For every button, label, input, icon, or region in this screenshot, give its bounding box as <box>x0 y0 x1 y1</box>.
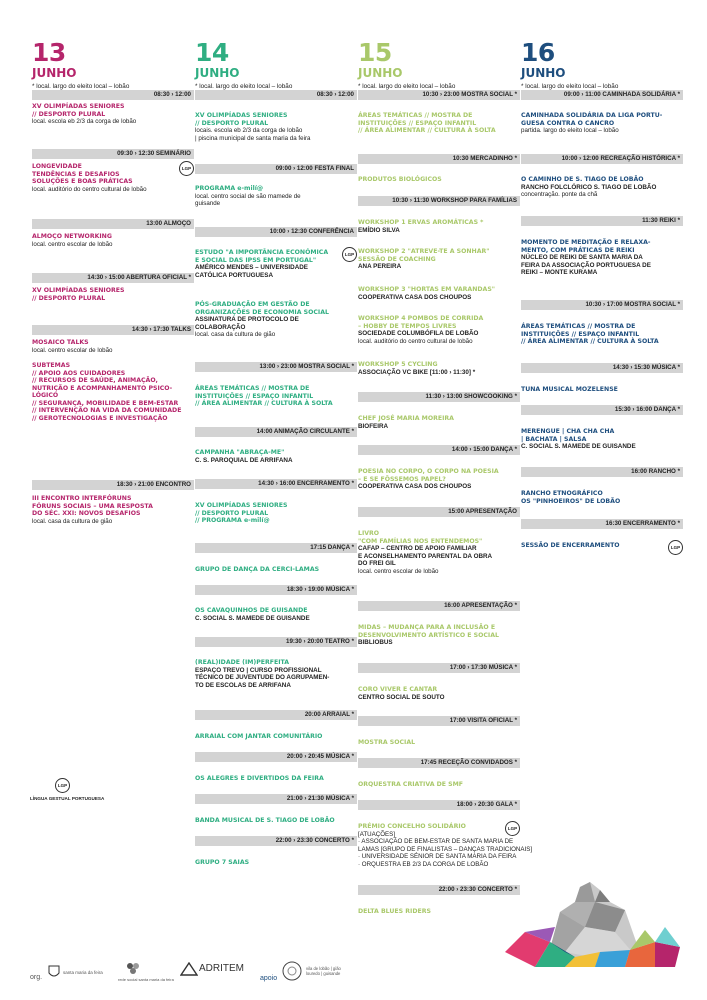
event-organizer: ANA PEREIRA <box>358 263 402 270</box>
time-bar: 17:00 VISITA OFICIAL * <box>358 716 520 726</box>
event-block <box>195 817 357 825</box>
event-block <box>195 659 357 689</box>
lgp-badge-icon: LGP <box>505 821 520 836</box>
event-detail: local. casa da cultura de gião <box>195 331 276 338</box>
event-title: MOSAICO TALKS <box>32 339 89 346</box>
event-title: ÁREAS TEMÁTICAS // MOSTRA DE <box>195 385 310 392</box>
event-block <box>32 103 194 126</box>
time-bar: 20:00 ARRAIAL * <box>195 710 357 720</box>
event-title: MERENGUE | CHA CHA CHA <box>521 428 615 435</box>
month-label: JUNHO <box>32 66 77 80</box>
time-bar: 16:30 ENCERRAMENTO * <box>521 519 683 529</box>
event-detail: partida. largo do eleito local – lobão <box>521 127 619 134</box>
event-title: // DESPORTO PLURAL <box>32 294 106 302</box>
event-title: // APOIO AOS CUIDADORES <box>32 369 126 377</box>
time-bar: 15:00 APRESENTAÇÃO <box>358 507 520 517</box>
event-block <box>358 415 520 430</box>
event-title: PÓS-GRADUAÇÃO EM GESTÃO DE <box>195 301 310 308</box>
event-title: E SOCIAL DAS IPSS EM PORTUGAL" <box>195 256 317 264</box>
time-bar: 17:15 DANÇA * <box>195 543 357 553</box>
event-block <box>195 502 357 525</box>
month-label: JUNHO <box>358 66 403 80</box>
event-title: SOLUÇÕES E BOAS PRÁTICAS <box>32 178 133 185</box>
time-bar: 11:30 REIKI * <box>521 216 683 226</box>
event-detail: LAMAS [GRUPO DE FINALISTAS – DANÇAS TRADICIONAIS] <box>358 845 533 853</box>
event-title: // GEROTECNOLOGIAS E INVESTIGAÇÃO <box>32 414 168 422</box>
lgp-badge-icon: LGP <box>342 247 357 262</box>
event-detail: guisande <box>195 200 221 207</box>
location-note: * local. largo do eleito local – lobão <box>195 83 293 90</box>
time-bar: 18:00 › 20:30 GALA * <box>358 800 520 810</box>
event-title: // ÁREA ALIMENTAR // CULTURA À SOLTA <box>521 338 659 345</box>
event-title: OS "PINHOEIROS" DE LOBÃO <box>521 497 621 505</box>
rede-social-icon <box>125 961 141 975</box>
location-note: * local. largo do eleito local – lobão <box>32 83 130 90</box>
event-block <box>358 739 520 747</box>
event-title: BANDA MUSICAL DE S. TIAGO DE LOBÃO <box>195 817 335 824</box>
event-block <box>521 542 683 550</box>
event-title: WORKSHOP 4 POMBOS DE CORRIDA <box>358 315 484 322</box>
event-organizer: E ACONSELHAMENTO PARENTAL DA OBRA <box>358 552 493 560</box>
event-title: ESTUDO "A IMPORTÂNCIA ECONÓMICA <box>195 249 329 256</box>
event-block <box>358 315 520 345</box>
event-detail: local. centro escolar de lobão <box>32 346 113 354</box>
event-organizer: FEIRA DA ASSOCIAÇÃO PORTUGUESA DE <box>521 261 651 269</box>
event-block <box>521 428 683 451</box>
event-organizer: CENTRO SOCIAL DE SOUTO <box>358 693 445 701</box>
event-organizer: EMÍDIO SILVA <box>358 226 400 234</box>
event-organizer: CAFAP – CENTRO DE APOIO FAMILIAR <box>358 545 477 552</box>
day-number: 14 <box>195 38 229 67</box>
event-block <box>358 468 520 491</box>
event-title: // PROGRAMA e-milí@ <box>195 517 270 524</box>
event-block <box>195 775 357 783</box>
time-bar: 16:00 APRESENTAÇÃO * <box>358 601 520 611</box>
event-block <box>521 112 683 135</box>
event-organizer: NÚCLEO DE REIKI DE SANTA MARIA DA <box>521 254 643 261</box>
time-bar: 14:30 › 17:30 TALKS <box>32 325 194 335</box>
lgp-badge-icon: LGP <box>668 540 683 555</box>
event-block <box>358 248 520 271</box>
time-bar: 18:30 › 19:00 MÚSICA * <box>195 585 357 595</box>
day-column-14 <box>195 38 357 866</box>
org-label: org. <box>30 974 43 981</box>
time-bar: 14:00 › 15:00 DANÇA * <box>358 445 520 455</box>
event-title: ORQUESTRA CRIATIVA DE SMF <box>358 781 464 788</box>
time-bar: 13:00 › 23:00 MOSTRA SOCIAL * <box>195 362 357 372</box>
event-title: MIDAS – MUDANÇA PARA A INCLUSÃO E <box>358 624 496 631</box>
event-title: ALMOÇO NETWORKING <box>32 233 112 240</box>
time-bar: 13:00 ALMOÇO <box>32 219 194 229</box>
event-title: CORO VIVER E CANTAR <box>358 686 438 693</box>
event-title: XV OLIMPÍADAS SENIORES <box>32 287 125 294</box>
event-organizer: DO FREI GIL <box>358 560 396 567</box>
time-bar: 10:30 › 11:30 WORKSHOP PARA FAMÍLIAS <box>358 196 520 206</box>
event-block <box>195 607 357 622</box>
time-bar: 14:30 › 16:00 ENCERRAMENTO * <box>195 479 357 489</box>
parish-crest-icon <box>282 960 302 982</box>
event-title: DO SÉC. XXI: NOVOS DESAFIOS <box>32 510 141 517</box>
time-bar: 21:00 › 21:30 MÚSICA * <box>195 794 357 804</box>
time-bar: 15:30 › 16:00 DANÇA * <box>521 405 683 415</box>
lgp-badge-icon: LGP <box>179 161 194 176</box>
event-title: SUBTEMAS <box>32 362 71 369</box>
time-bar: 14:30 › 15:30 MÚSICA * <box>521 363 683 373</box>
time-bar: 16:00 RANCHO * <box>521 467 683 477</box>
event-detail: | piscina municipal de santa maria da feira <box>195 134 311 142</box>
time-bar: 08:30 › 12:00 <box>195 90 357 100</box>
event-block <box>521 176 683 199</box>
time-bar: 09:00 › 12:00 FESTA FINAL <box>195 164 357 174</box>
event-title: // DESPORTO PLURAL <box>195 119 269 127</box>
event-block <box>358 176 520 184</box>
event-block <box>358 823 533 868</box>
event-block <box>195 859 357 867</box>
event-title: GRUPO 7 SAIAS <box>195 859 250 866</box>
event-detail: local. centro escolar de lobão <box>32 240 113 248</box>
event-organizer: REIKI – MONTE KURAMA <box>521 269 598 276</box>
event-title: ÁREAS TEMÁTICAS // MOSTRA DE <box>358 112 473 119</box>
event-detail: local. auditório do centro cultural de lobão <box>358 337 473 345</box>
event-title: DESENVOLVIMENTO ARTÍSTICO E SOCIAL <box>358 631 499 639</box>
event-block <box>32 495 194 525</box>
event-organizer: C. SOCIAL S. MAMEDE DE GUISANDE <box>521 443 636 450</box>
event-title: MOMENTO DE MEDITAÇÃO E RELAXA- <box>521 239 651 246</box>
event-title: CAMPANHA "ABRAÇA-ME" <box>195 449 285 456</box>
event-block <box>32 163 194 193</box>
time-bar: 08:30 › 12:00 <box>32 90 194 100</box>
event-title: XV OLIMPÍADAS SENIORES <box>195 112 288 119</box>
time-bar: 17:00 › 17:30 MÚSICA * <box>358 663 520 673</box>
time-bar: 09:30 › 12:30 SEMINÁRIO <box>32 149 194 159</box>
event-organizer: ASSOCIAÇÃO VC BIKE [11:00 › 11:30] * <box>358 368 476 376</box>
event-detail: [ATUAÇÕES] <box>358 830 396 838</box>
event-block <box>195 249 357 279</box>
time-bar: 17:45 RECEÇÃO CONVIDADOS * <box>358 758 520 768</box>
event-title: PRÉMIO CONCELHO SOLIDÁRIO <box>358 823 466 830</box>
event-detail: local. auditório do centro cultural de lobão <box>32 185 147 193</box>
event-block <box>195 733 357 741</box>
event-detail: locais. escola eb 2/3 da corga de lobão <box>195 127 303 134</box>
location-note: * local. largo do eleito local – lobão <box>358 83 456 90</box>
event-organizer: BIOFEIRA <box>358 422 389 430</box>
day-number: 16 <box>521 38 555 67</box>
event-title: SESSÃO DE ENCERRAMENTO <box>521 542 620 549</box>
event-title: WORKSHOP 3 "HORTAS EM VARANDAS" <box>358 286 496 293</box>
event-title: ARRAIAL COM JANTAR COMUNITÁRIO <box>195 733 323 740</box>
municipality-name: santa maria da feira <box>63 970 103 975</box>
event-title: FÓRUNS SOCIAIS – UMA RESPOSTA <box>32 502 153 510</box>
event-title: RANCHO ETNOGRÁFICO <box>521 490 603 497</box>
event-title: INSTITUIÇÕES // ESPAÇO INFANTIL <box>358 119 477 127</box>
event-block <box>195 449 357 464</box>
time-bar: 14:30 › 15:00 ABERTURA OFICIAL * <box>32 273 194 283</box>
event-title: LONGEVIDADE <box>32 163 82 170</box>
time-bar: 10:30 › 23:00 MOSTRA SOCIAL * <box>358 90 520 100</box>
event-title: TENDÊNCIAS E DESAFIOS <box>32 170 120 178</box>
event-title: CHEF JOSÉ MARIA MOREIRA <box>358 415 454 422</box>
event-title: WORKSHOP 1 ERVAS AROMÁTICAS * <box>358 219 484 226</box>
event-block <box>521 386 683 394</box>
event-block <box>358 361 520 376</box>
event-organizer: SOCIEDADE COLUMBÓFILA DE LOBÃO <box>358 330 479 337</box>
time-bar: 10:00 › 12:00 RECREAÇÃO HISTÓRICA * <box>521 154 683 164</box>
event-title: XV OLIMPÍADAS SENIORES <box>195 502 288 509</box>
event-title: // SEGURANÇA, MOBILIDADE E BEM-ESTAR <box>32 399 179 407</box>
event-block <box>195 385 357 408</box>
event-block <box>358 112 520 135</box>
event-title: // ÁREA ALIMENTAR // CULTURA À SOLTA <box>195 400 333 407</box>
event-organizer: ESPAÇO TREVO | CURSO PROFISSIONAL <box>195 666 322 674</box>
lgp-legend <box>30 778 104 801</box>
event-title: OS CAVAQUINHOS DE GUISANDE <box>195 607 308 614</box>
event-block <box>521 490 683 505</box>
event-title: TUNA MUSICAL MOZELENSE <box>521 386 618 393</box>
month-label: JUNHO <box>521 66 566 80</box>
event-title: MENTO, COM PRÁTICAS DE REIKI <box>521 246 635 254</box>
event-organizer: COOPERATIVA CASA DOS CHOUPOS <box>358 293 472 301</box>
parish-label: vila de lobão | gião louredo | guisande <box>306 966 341 976</box>
event-block <box>358 781 520 789</box>
event-title: LIVRO <box>358 530 380 537</box>
month-label: JUNHO <box>195 66 240 80</box>
day-column-13 <box>32 38 194 525</box>
event-organizer: ASSINATURA DE PROTOCOLO DE <box>195 316 299 323</box>
event-title: SESSÃO DE COACHING <box>358 255 436 263</box>
day-column-16 <box>521 38 683 550</box>
event-title: MOSTRA SOCIAL <box>358 739 416 746</box>
castle-illustration <box>505 872 680 967</box>
event-organizer: TO DE ESCOLAS DE ARRIFANA <box>195 681 291 689</box>
event-title: LÓGICO <box>32 392 59 399</box>
event-block <box>358 624 520 647</box>
event-title: O CAMINHO DE S. TIAGO DE LOBÃO <box>521 176 644 183</box>
time-bar: 09:00 › 11:00 CAMINHADA SOLIDÁRIA * <box>521 90 683 100</box>
time-bar: 20:00 › 20:45 MÚSICA * <box>195 752 357 762</box>
event-title: ÁREAS TEMÁTICAS // MOSTRA DE <box>521 323 636 330</box>
adritem-logo-icon <box>180 962 198 976</box>
event-title: NUTRIÇÃO E ACOMPANHAMENTO PSICO- <box>32 384 173 392</box>
event-title: GRUPO DE DANÇA DA CERCI-LAMAS <box>195 566 320 573</box>
event-detail: local. escola eb 2/3 da corga de lobão <box>32 118 137 125</box>
time-bar: 22:00 › 23:30 CONCERTO * <box>195 836 357 846</box>
event-organizer: COOPERATIVA CASA DOS CHOUPOS <box>358 483 472 490</box>
event-block <box>358 908 520 916</box>
event-organizer: AMÉRICO MENDES – UNIVERSIDADE <box>195 264 309 271</box>
event-organizer: C. SOCIAL S. MAMEDE DE GUISANDE <box>195 614 310 622</box>
event-title: WORKSHOP 2 "ATREVE-TE A SONHAR" <box>358 248 490 255</box>
event-title: // ÁREA ALIMENTAR // CULTURA À SOLTA <box>358 127 496 134</box>
event-detail: · ORQUESTRA EB 2/3 DA CORGA DE LOBÃO <box>358 860 489 868</box>
event-detail: · UNIVERSIDADE SÉNIOR DE SANTA MARIA DA FEIRA <box>358 853 517 860</box>
municipality-crest-icon <box>47 964 61 980</box>
event-organizer: RANCHO FOLCLÓRICO S. TIAGO DE LOBÃO <box>521 183 657 191</box>
event-organizer: CATÓLICA PORTUGUESA <box>195 271 274 279</box>
event-title: (REAL)IDADE (IM)PERFEITA <box>195 659 290 666</box>
event-block <box>32 233 194 248</box>
event-organizer: TÉCNICO DE JUVENTUDE DO AGRUPAMEN- <box>195 674 330 681</box>
event-title: PROGRAMA e-milí@ <box>195 185 264 192</box>
event-title: – HOBBY DE TEMPOS LIVRES <box>358 322 457 330</box>
event-title: INSTITUIÇÕES // ESPAÇO INFANTIL <box>521 330 640 338</box>
apoio-label: apoio <box>260 975 278 982</box>
time-bar: 10:30 MERCADINHO * <box>358 154 520 164</box>
event-title: // DESPORTO PLURAL <box>195 509 269 517</box>
event-detail: concentração. ponte da chã <box>521 191 598 198</box>
lgp-badge-icon: LGP <box>55 778 70 793</box>
event-organizer: COLABORAÇÃO <box>195 323 246 331</box>
event-block <box>521 239 683 277</box>
rede-social-label: rede social santa maria da feira <box>118 977 174 982</box>
event-title: PRODUTOS BIOLÓGICOS <box>358 176 442 183</box>
event-title: | BACHATA | SALSA <box>521 435 587 443</box>
event-block <box>358 686 520 701</box>
time-bar: 10:30 › 17:00 MOSTRA SOCIAL * <box>521 300 683 310</box>
event-title: // INTERVENÇÃO NA VIDA DA COMUNIDADE <box>32 407 182 414</box>
event-title: III ENCONTRO INTERFÓRUNS <box>32 495 132 502</box>
event-title: // RECURSOS DE SAÚDE, ANIMAÇÃO, <box>32 377 158 384</box>
event-detail: local. casa da cultura de gião <box>32 517 113 525</box>
day-number: 13 <box>32 38 66 67</box>
time-bar: 11:30 › 13:00 SHOWCOOKING * <box>358 392 520 402</box>
event-detail: local. centro social de são mamede de <box>195 192 301 200</box>
event-block <box>358 219 520 234</box>
event-title: – E SE FÔSSEMOS PAPEL? <box>358 475 446 483</box>
event-block <box>32 287 194 302</box>
event-title: GUESA CONTRA O CANCRO <box>521 119 615 127</box>
day-column-15 <box>358 38 533 915</box>
event-detail: · ASSOCIAÇÃO DE BEM-ESTAR DE SANTA MARIA DE <box>358 838 514 845</box>
event-title: ORGANIZAÇÕES DE ECONOMIA SOCIAL <box>195 308 329 316</box>
event-block <box>358 286 520 301</box>
event-block <box>195 566 357 574</box>
event-block <box>32 339 194 354</box>
lgp-caption: LÍNGUA GESTUAL PORTUGUESA <box>30 796 105 801</box>
event-title: INSTITUIÇÕES // ESPAÇO INFANTIL <box>195 392 314 400</box>
event-block <box>358 530 520 575</box>
event-title: // DESPORTO PLURAL <box>32 110 106 118</box>
event-title: XV OLIMPÍADAS SENIORES <box>32 103 125 110</box>
event-block <box>195 301 357 339</box>
time-bar: 22:00 › 23:30 CONCERTO * <box>358 885 520 895</box>
time-bar: 18:30 › 21:00 ENCONTRO <box>32 480 194 490</box>
time-bar: 10:00 › 12:30 CONFERÊNCIA <box>195 227 357 237</box>
event-block <box>32 362 194 422</box>
time-bar: 19:30 › 20:00 TEATRO * <box>195 637 357 647</box>
event-title: CAMINHADA SOLIDÁRIA DA LIGA PORTU- <box>521 112 663 119</box>
event-block <box>195 112 357 142</box>
event-organizer: C. S. PAROQUIAL DE ARRIFANA <box>195 456 293 464</box>
event-block <box>195 185 357 208</box>
event-organizer: BIBLIOBUS <box>358 639 393 646</box>
event-title: POESIA NO CORPO, O CORPO NA POESIA <box>358 468 499 475</box>
day-number: 15 <box>358 38 392 67</box>
event-block <box>521 323 683 346</box>
event-title: WORKSHOP 5 CYCLING <box>358 361 438 368</box>
adritem-label: ADRITEM <box>199 963 244 974</box>
event-title: OS ALEGRES E DIVERTIDOS DA FEIRA <box>195 775 324 782</box>
event-title: "COM FAMÍLIAS NOS ENTENDEMOS" <box>358 537 483 545</box>
time-bar: 14:00 ANIMAÇÃO CIRCULANTE * <box>195 427 357 437</box>
location-note: * local. largo do eleito local – lobão <box>521 83 619 90</box>
event-detail: local. centro escolar de lobão <box>358 567 439 575</box>
event-title: DELTA BLUES RIDERS <box>358 908 431 915</box>
